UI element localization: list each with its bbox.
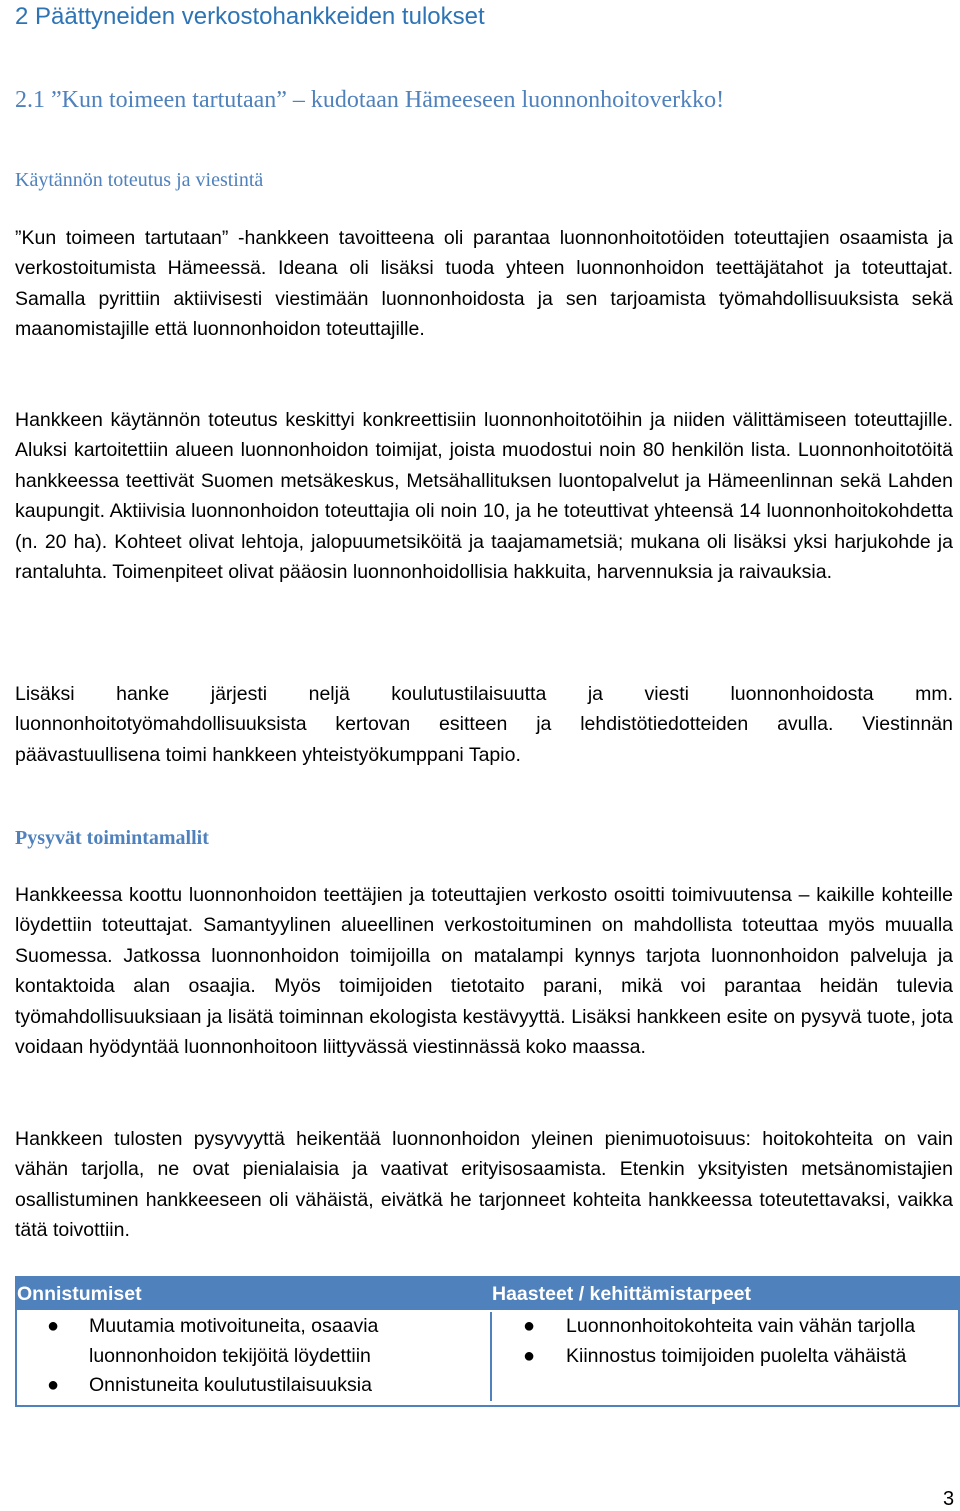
- list-item-text: Muutamia motivoituneita, osaavia luonnonhoidon tekijöitä löydettiin: [89, 1315, 379, 1367]
- table-header-challenges: Haasteet / kehittämistarpeet: [492, 1283, 752, 1305]
- table-body-row: [17, 1310, 958, 1405]
- bullet-icon: ●: [46, 1374, 60, 1397]
- successes-column: [17, 1312, 492, 1401]
- paragraph-permanence: Hankkeen tulosten pysyvyyttä heikentää luonnonhoidon yleinen pienimuotoisuus: hoitokohteita on vain vähän tarjolla, ne ovat pienialaisia ja vaativat erityisosaamista. Etenkin yksityisten metsänomistajien osallistuminen hankkeeseen oli vähäistä, eivätkä he tarjonneet kohteita hankkeessa toteutettavaksi, vaikka tätä toivottiin.: [15, 1128, 953, 1242]
- table-header-row: [17, 1278, 958, 1310]
- list-item-text: Onnistuneita koulutustilaisuuksia: [89, 1374, 372, 1397]
- challenges-column: [492, 1312, 958, 1401]
- list-item: [492, 1342, 958, 1372]
- paragraph-goals: ”Kun toimeen tartutaan” -hankkeen tavoitteena oli parantaa luonnonhoitotöiden toteuttajien osaamista ja verkostoitumista Hämeessä. Ideana oli lisäksi tuoda yhteen luonnonhoidon teettäjätahot ja toteuttajat. Samalla pyrittiin aktiivisesti viestimään luonnonhoidosta ja sen tarjoamista työmahdollisuuksista sekä maanomistajille että luonnonhoidon toteuttajille.: [15, 227, 953, 341]
- results-table: [15, 1276, 960, 1407]
- project-heading: 2.1 ”Kun toimeen tartutaan” – kudotaan Hämeeseen luonnonhoitoverkko!: [15, 87, 725, 113]
- main-heading: 2 Päättyneiden verkostohankkeiden tulokset: [15, 3, 485, 30]
- paragraph-network: Hankkeessa koottu luonnonhoidon teettäjien ja toteuttajien verkosto osoitti toimivuutensa – kaikille kohteille löydettiin toteuttajat. Samantyylinen alueellinen verkostoituminen on mahdollista toteuttaa myös muualla Suomessa. Jatkossa luonnonhoidon toimijoilla on matalampi kynnys tarjota luonnonhoidon palveluja ja kontaktoida alan osaajia. Myös toimijoiden tietotaito parani, mikä voi parantaa heidän tulevia työmahdollisuuksiaan ja lisätä toiminnan ekologista kestävyyttä. Lisäksi hankkeen esite on pysyvä tuote, jota voidaan hyödyntää luonnonhoitoon liittyvässä viestinnässä koko maassa.: [15, 884, 953, 1059]
- list-item: [17, 1371, 490, 1401]
- section-title-implementation: Käytännön toteutus ja viestintä: [15, 169, 264, 191]
- list-item-text: Kiinnostus toimijoiden puolelta vähäistä: [566, 1344, 907, 1367]
- paragraph-communication: Lisäksi hanke järjesti neljä koulutustilaisuutta ja viesti luonnonhoidosta mm. luonnonhoitotyömahdollisuuksista kertovan esitteen ja lehdistötiedotteiden avulla. Viestinnän päävastuullisena toimi hankkeen yhteistyökumppani Tapio.: [15, 683, 953, 766]
- list-item-text: Luonnonhoitokohteita vain vähän tarjolla: [566, 1315, 916, 1337]
- list-item: [17, 1312, 490, 1371]
- bullet-icon: ●: [522, 1315, 536, 1337]
- list-item: [492, 1312, 958, 1342]
- section-title-permanent-models: Pysyvät toimintamallit: [15, 827, 209, 849]
- table-header-successes: Onnistumiset: [17, 1283, 142, 1305]
- bullet-icon: ●: [46, 1315, 60, 1337]
- page-number: 3: [943, 1488, 955, 1510]
- bullet-icon: ●: [522, 1344, 536, 1367]
- paragraph-implementation: Hankkeen käytännön toteutus keskittyi konkreettisiin luonnonhoitotöihin ja niiden välittämiseen toteuttajille. Aluksi kartoitettiin alueen luonnonhoidon toimijat, joista muodostui noin 80 henkilön lista. Luonnonhoitotöitä hankkeessa teettivät Suomen metsäkeskus, Metsähallituksen luontopalvelut ja Hämeenlinnan sekä Lahden kaupungit. Aktiivisia luonnonhoidon toteuttajia oli noin 10, ja he toteuttivat yhteensä 14 luonnonhoitokohdetta (n. 20 ha). Kohteet olivat lehtoja, jalopuumetsiköitä ja taajamametsiä; mukana oli lisäksi yksi harjukohde ja rantaluhta. Toimenpiteet olivat pääosin luonnonhoidollisia hakkuita, harvennuksia ja raivauksia.: [15, 409, 953, 584]
